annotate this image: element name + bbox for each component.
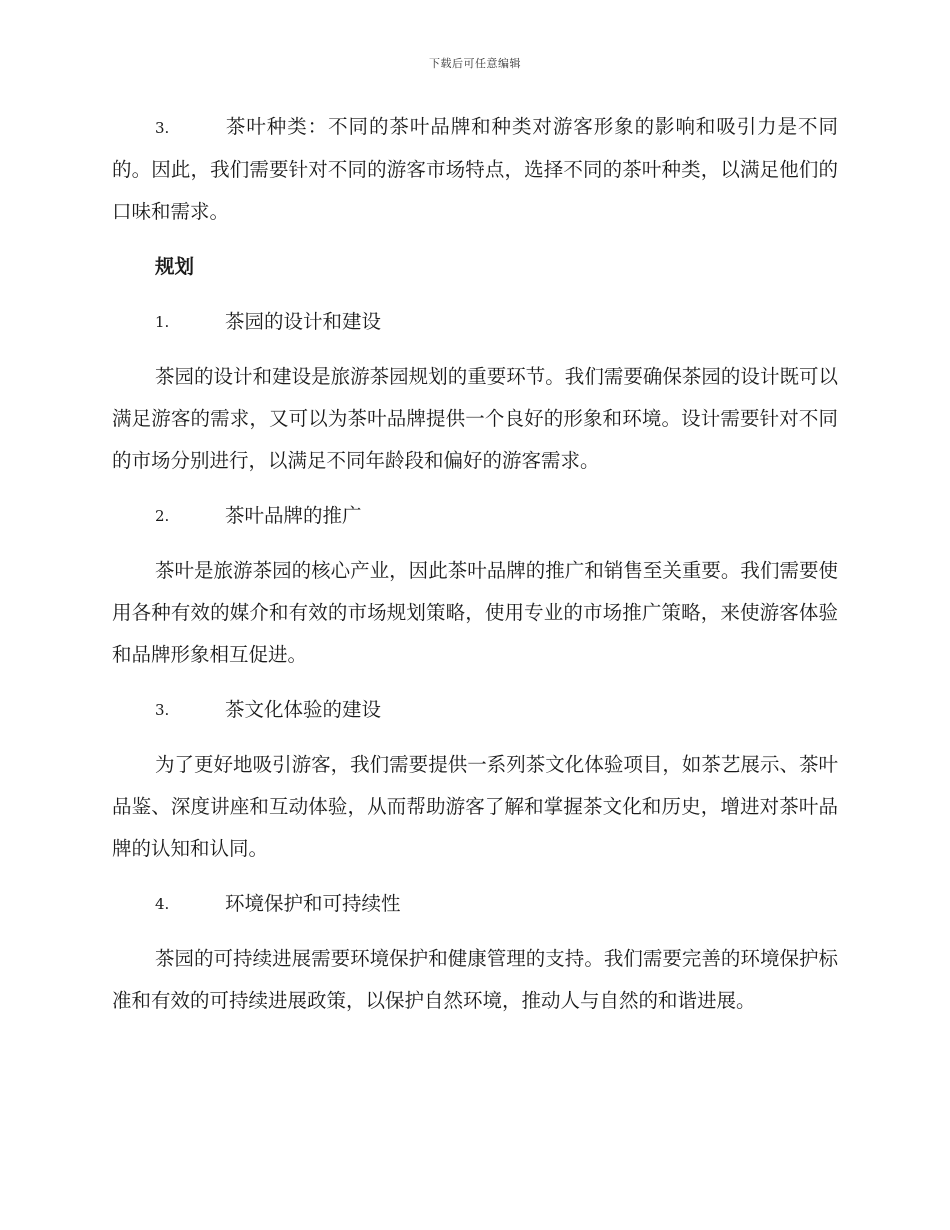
item-title: 环境保护和可持续性 (225, 892, 401, 915)
page-header: 下载后可任意编辑 (429, 57, 521, 70)
list-item-title (112, 495, 838, 537)
document-body (112, 106, 838, 1035)
list-item-text: 茶叶种类：不同的茶叶品牌和种类对游客形象的影响和吸引力是不同的。因此，我们需要针对不同的游客市场特点，选择不同的茶叶种类，以满足他们的口味和需求。 (112, 115, 838, 223)
item-title: 茶叶品牌的推广 (225, 504, 362, 527)
item-body: 茶园的设计和建设是旅游茶园规划的重要环节。我们需要确保茶园的设计既可以满足游客的需求，又可以为茶叶品牌提供一个良好的形象和环境。设计需要针对不同的市场分别进行，以满足不同年龄段和偏好的游客需求。 (112, 365, 838, 472)
list-number: 3. (155, 701, 170, 719)
list-item-title (112, 883, 838, 925)
item-title: 茶园的设计和建设 (225, 310, 382, 333)
item-body: 茶叶是旅游茶园的核心产业，因此茶叶品牌的推广和销售至关重要。我们需要使用各种有效的媒介和有效的市场规划策略，使用专业的市场推广策略，来使游客体验和品牌形象相互促进。 (112, 559, 838, 666)
item-body: 为了更好地吸引游客，我们需要提供一系列茶文化体验项目，如茶艺展示、茶叶品鉴、深度讲座和互动体验，从而帮助游客了解和掌握茶文化和历史，增进对茶叶品牌的认知和认同。 (112, 753, 838, 860)
list-item-title (112, 301, 838, 343)
section-heading: 规划 (155, 255, 195, 278)
list-number: 4. (155, 895, 170, 913)
list-number: 2. (155, 507, 170, 525)
item-body: 茶园的可持续进展需要环境保护和健康管理的支持。我们需要完善的环境保护标准和有效的可持续进展政策，以保护自然环境，推动人与自然的和谐进展。 (112, 947, 838, 1012)
intro-list-item (112, 106, 838, 233)
list-number: 3. (155, 119, 170, 137)
item-title: 茶文化体验的建设 (225, 698, 382, 721)
list-item-title (112, 689, 838, 731)
list-number: 1. (155, 313, 170, 331)
